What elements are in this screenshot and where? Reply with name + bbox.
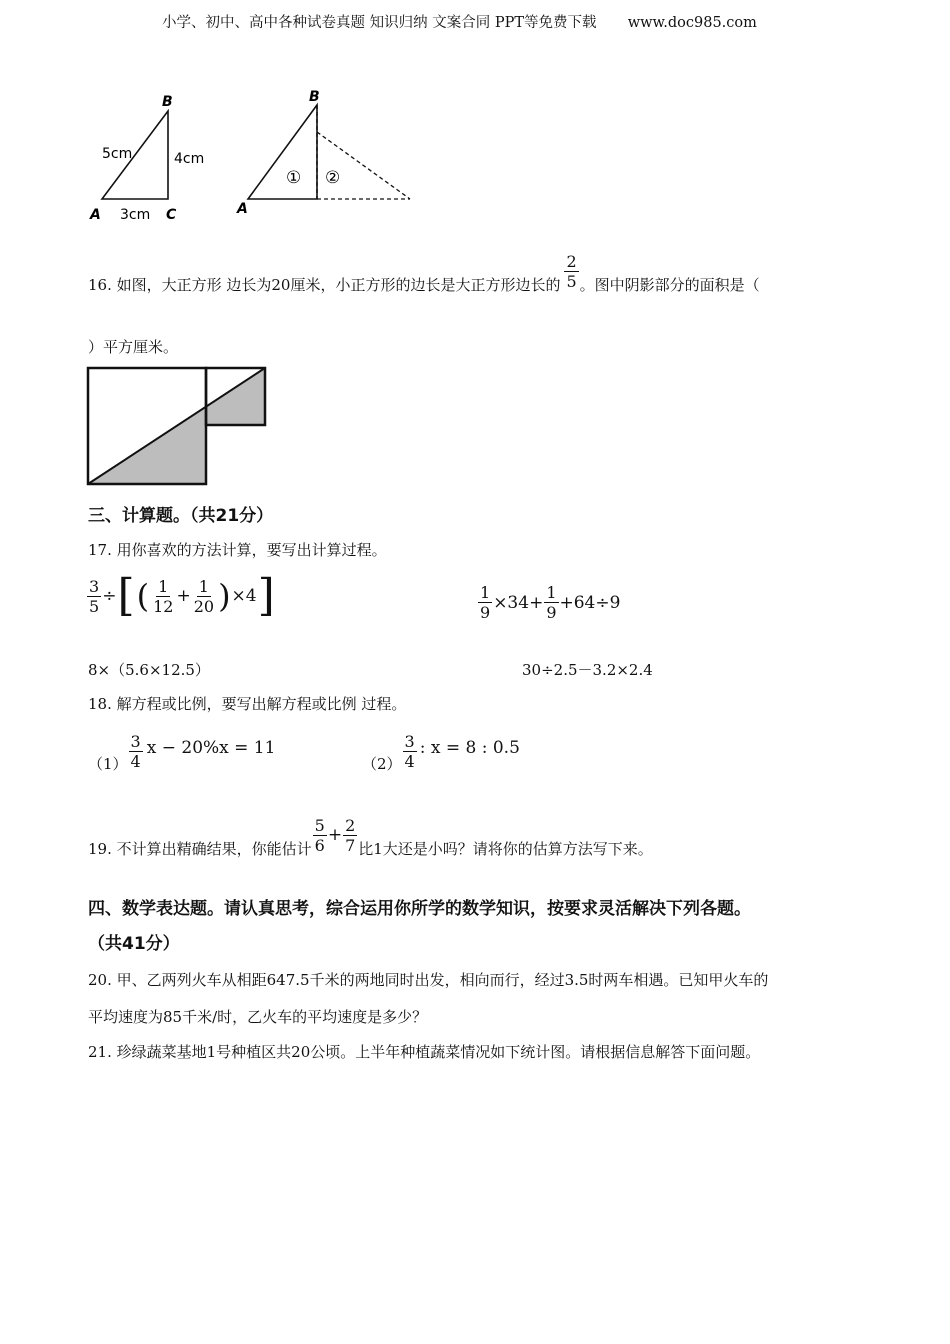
label-bc: 4cm [174, 151, 205, 167]
question-20-line2: 平均速度为85千米/时，乙火车的平均速度是多少？ [88, 1008, 428, 1026]
label-ab: 5cm [102, 146, 133, 162]
q19-f2-num: 2 [345, 815, 356, 835]
q18-p1-rest: x − 20%x = 11 [146, 738, 276, 758]
page-header [162, 13, 757, 33]
e1-four: 4 [245, 586, 257, 606]
e2-f2-num: 1 [546, 583, 557, 602]
q17-expression-3: 8×（5.6×12.5） [88, 661, 210, 679]
question-16-line1 [88, 247, 760, 295]
q17-expression-4: 30÷2.5－3.2×2.4 [522, 661, 653, 679]
q16-frac-num: 2 [566, 251, 577, 271]
dashed-line-hyp [317, 132, 410, 199]
question-21-line1: 21. 珍绿蔬菜基地1号种植区共20公顷。上半年种植蔬菜情况如下统计图。请根据信息解答下面问题。 [88, 1043, 761, 1061]
question-18-prompt: 18. 解方程或比例，要写出解方程或比例 过程。 [88, 695, 407, 713]
q19-f1-den: 6 [314, 835, 325, 855]
shaded-region-small [206, 368, 265, 425]
triangle-part-1 [248, 105, 317, 199]
section-4-title-line2: （共41分） [88, 934, 180, 954]
q19-post: 比1大还是小吗？请将你的估算方法写下来。 [358, 840, 653, 858]
e2-f2-den: 9 [546, 603, 557, 622]
question-20-line1: 20. 甲、乙两列火车从相距647.5千米的两地同时出发，相向而行，经过3.5时两车相遇。已知甲火车的 [88, 971, 769, 989]
header-url: www.doc985.com [627, 15, 757, 31]
e1-f2-num: 1 [158, 576, 169, 596]
label-part1: ① [286, 168, 302, 188]
q18-p1-label: （1） [88, 755, 128, 773]
e1-lparen: ( [136, 577, 150, 615]
q19-pre: 19. 不计算出精确结果，你能估计 [88, 840, 312, 858]
e1-f1-num: 3 [89, 576, 100, 596]
q19-f1-num: 5 [314, 815, 325, 835]
q18-problem-1 [88, 728, 275, 774]
q16-frac-den: 5 [566, 271, 577, 291]
q19-f2-den: 7 [345, 835, 356, 855]
e1-div: ÷ [102, 586, 117, 606]
q16-text-a: 16. 如图，大正方形 边长为20厘米，小正方形的边长是大正方形边长的 [88, 276, 561, 294]
q16-fraction [564, 253, 578, 290]
e1-plus: + [176, 586, 191, 606]
e1-f2-den: 12 [153, 596, 174, 616]
label-c1: C [166, 207, 177, 223]
q18-p1-num: 3 [130, 731, 141, 751]
e1-f3-den: 20 [193, 596, 215, 616]
e2-f1-num: 1 [480, 583, 491, 602]
e1-times: × [231, 586, 246, 606]
question-16-line2: ）平方厘米。 [88, 338, 179, 356]
e2-tail: +64÷9 [559, 592, 621, 613]
q16-text-b: 。图中阴影部分的面积是（ [579, 276, 760, 294]
section-4-title-line1: 四、数学表达题。请认真思考，综合运用你所学的数学知识，按要求灵活解决下列各题。 [88, 899, 751, 919]
triangle-figure [80, 85, 430, 225]
label-b1: B [162, 94, 173, 110]
question-19 [88, 811, 653, 859]
q18-p1-den: 4 [130, 751, 141, 771]
q18-p2-label: （2） [362, 755, 402, 773]
e1-rparen: ) [218, 577, 231, 615]
label-a2: A [237, 201, 248, 217]
label-a1: A [90, 207, 101, 223]
label-b2: B [309, 89, 320, 105]
q18-p2-den: 4 [404, 751, 415, 771]
q17-expression-2 [477, 584, 620, 621]
q18-p2-num: 3 [404, 731, 415, 751]
q19-plus: + [327, 825, 343, 845]
q17-expression-1 [86, 570, 276, 621]
q18-p2-rest: : x = 8 : 0.5 [419, 738, 520, 758]
e2-f1-den: 9 [480, 603, 491, 622]
section-3-title: 三、计算题。（共21分） [88, 506, 274, 526]
header-text: 小学、初中、高中各种试卷真题 知识归纳 文案合同 PPT等免费下载 [162, 15, 597, 31]
question-17-prompt: 17. 用你喜欢的方法计算，要写出计算过程。 [88, 541, 387, 559]
e1-f3-num: 1 [198, 576, 209, 596]
label-ac: 3cm [120, 207, 151, 223]
square-figure [86, 366, 268, 488]
label-part2: ② [325, 168, 341, 188]
q18-problem-2 [362, 728, 520, 774]
e1-rbracket: ] [257, 570, 275, 621]
e1-f1-den: 5 [89, 596, 100, 616]
e1-lbracket: [ [117, 570, 135, 621]
e2-mid: ×34+ [493, 592, 544, 613]
